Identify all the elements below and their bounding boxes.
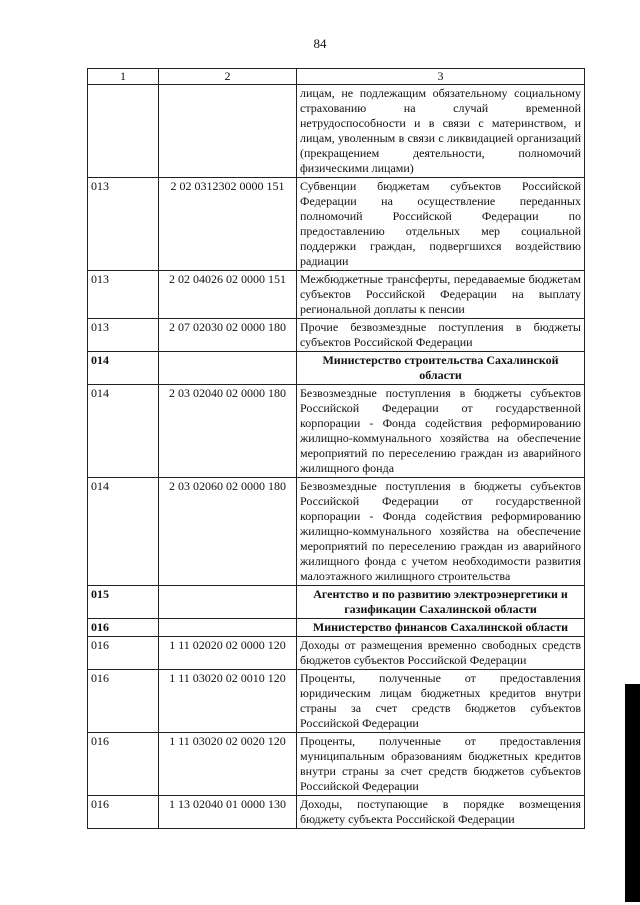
budget-code-cell bbox=[159, 352, 297, 385]
admin-code-cell: 014 bbox=[88, 478, 159, 586]
description-cell: Министерство строительства Сахалинской области bbox=[297, 352, 585, 385]
table-row bbox=[88, 733, 585, 796]
description-cell: Проценты, полученные от предоставления муниципальным образованиям бюджетных кредитов внутри страны за счет средств бюджетов субъектов Российской Федерации bbox=[297, 733, 585, 796]
description-cell: Безвозмездные поступления в бюджеты субъектов Российской Федерации от государственной корпорации - Фонда содействия реформированию жилищно-коммунального хозяйства на обеспечение мероприятий по переселению граждан из аварийного жилищного фонда с учетом необходимости развития малоэтажного жилищного строительства bbox=[297, 478, 585, 586]
admin-code-cell: 014 bbox=[88, 352, 159, 385]
description-cell: Безвозмездные поступления в бюджеты субъектов Российской Федерации от государственной корпорации - Фонда содействия реформированию жилищно-коммунального хозяйства на обеспечение мероприятий по переселению граждан из аварийного жилищного фонда bbox=[297, 385, 585, 478]
page-number: 84 bbox=[313, 36, 327, 51]
table-row bbox=[88, 178, 585, 271]
description-cell: Прочие безвозмездные поступления в бюджеты субъектов Российской Федерации bbox=[297, 319, 585, 352]
budget-code-cell: 1 13 02040 01 0000 130 bbox=[159, 796, 297, 829]
table-header-row bbox=[88, 69, 585, 85]
header-col-2: 2 bbox=[159, 69, 297, 85]
budget-code-cell: 2 03 02060 02 0000 180 bbox=[159, 478, 297, 586]
admin-code-cell: 013 bbox=[88, 178, 159, 271]
description-cell: Агентство и по развитию электроэнергетики и газификации Сахалинской области bbox=[297, 586, 585, 619]
ministry-row bbox=[88, 586, 585, 619]
admin-code-cell: 014 bbox=[88, 385, 159, 478]
budget-code-cell: 1 11 03020 02 0020 120 bbox=[159, 733, 297, 796]
admin-code-cell: 015 bbox=[88, 586, 159, 619]
scan-edge-mark bbox=[625, 684, 640, 902]
description-cell: Проценты, полученные от предоставления юридическим лицам бюджетных кредитов внутри страны за счет средств бюджетов субъектов Российской Федерации bbox=[297, 670, 585, 733]
table-row bbox=[88, 637, 585, 670]
budget-code-cell bbox=[159, 586, 297, 619]
admin-code-cell: 016 bbox=[88, 637, 159, 670]
description-cell: Межбюджетные трансферты, передаваемые бюджетам субъектов Российской Федерации на выплату региональной доплаты к пенсии bbox=[297, 271, 585, 319]
description-cell: Доходы, поступающие в порядке возмещения бюджету субъекта Российской Федерации bbox=[297, 796, 585, 829]
budget-code-cell: 2 03 02040 02 0000 180 bbox=[159, 385, 297, 478]
admin-code-cell: 016 bbox=[88, 796, 159, 829]
budget-code-cell bbox=[159, 85, 297, 178]
admin-code-cell: 013 bbox=[88, 271, 159, 319]
table-row bbox=[88, 85, 585, 178]
budget-code-cell bbox=[159, 619, 297, 637]
budget-code-cell: 2 02 04026 02 0000 151 bbox=[159, 271, 297, 319]
budget-code-cell: 2 07 02030 02 0000 180 bbox=[159, 319, 297, 352]
description-cell: лицам, не подлежащим обязательному социальному страхованию на случай временной нетрудоспособности и в связи с материнством, и лицам, уволенным в связи с ликвидацией организаций (прекращением деятельности, полномочий физическими лицами) bbox=[297, 85, 585, 178]
table-row bbox=[88, 385, 585, 478]
revenue-codes-table bbox=[87, 68, 585, 829]
description-cell: Субвенции бюджетам субъектов Российской Федерации на осуществление переданных полномочий Российской Федерации по предоставлению отдельных мер социальной поддержки граждан, подвергшихся воздействию радиации bbox=[297, 178, 585, 271]
admin-code-cell: 016 bbox=[88, 619, 159, 637]
table-row bbox=[88, 796, 585, 829]
ministry-row bbox=[88, 352, 585, 385]
header-col-1: 1 bbox=[88, 69, 159, 85]
budget-code-cell: 1 11 02020 02 0000 120 bbox=[159, 637, 297, 670]
ministry-row bbox=[88, 619, 585, 637]
table-row bbox=[88, 478, 585, 586]
description-cell: Министерство финансов Сахалинской области bbox=[297, 619, 585, 637]
budget-code-cell: 1 11 03020 02 0010 120 bbox=[159, 670, 297, 733]
admin-code-cell: 013 bbox=[88, 319, 159, 352]
admin-code-cell: 016 bbox=[88, 733, 159, 796]
admin-code-cell bbox=[88, 85, 159, 178]
table-row bbox=[88, 670, 585, 733]
table-row bbox=[88, 271, 585, 319]
table-row bbox=[88, 319, 585, 352]
admin-code-cell: 016 bbox=[88, 670, 159, 733]
budget-code-cell: 2 02 0312302 0000 151 bbox=[159, 178, 297, 271]
description-cell: Доходы от размещения временно свободных средств бюджетов субъектов Российской Федерации bbox=[297, 637, 585, 670]
header-col-3: 3 bbox=[297, 69, 585, 85]
